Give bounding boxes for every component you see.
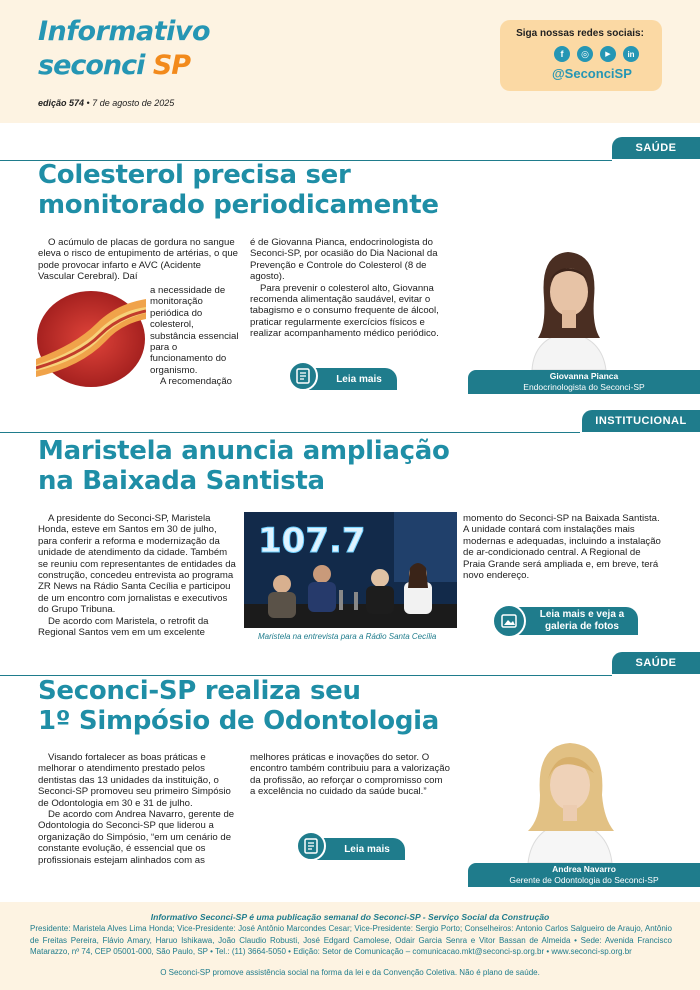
article-2-read-more-button[interactable]	[508, 607, 638, 635]
facebook-icon[interactable]: f	[554, 46, 570, 62]
giovanna-role: Endocrinologista do Seconci-SP	[523, 382, 645, 392]
article-1-col1-wrap-text: a necessidade de monitoração periódica do colesterol, substância essencial para o funcionamento do organismo.	[150, 285, 239, 376]
footer-credits: Presidente: Maristela Alves Lima Honda; Vice-Presidente: José Antônio Marcondes Cesar; Vice-Presidente: Sergio Porto; Conselheiros: Antonio Carlos Salgueiro de Araujo, Antônio de Freitas Pereira, Flávio Amary, Haruo Ishikawa, João Claudio Robusti, José Edgard Camolese, Odair Garcia Senra e Vitor Bassan de Almeida • Sede: Avenida Francisco Matarazzo, nº 74, CEP 05001-000, São Paulo, SP • Tel.: (11) 3664-5050 • Edição: Setor de Comunicação – comunicacao.mkt@seconci-sp.org.br • www.seconci-sp.org.br	[30, 924, 672, 956]
section-tag-saude: SAÚDE	[612, 137, 700, 159]
document-icon[interactable]	[288, 361, 318, 391]
artery-icon	[36, 289, 146, 389]
social-title: Siga nossas redes sociais:	[516, 28, 644, 39]
article-2-col3-p1: momento do Seconci-SP na Baixada Santista. A unidade contará com instalações mais modernas e adequadas, incluindo a instalação de ar-condicionado central. A Regional de Praia Grande será ampliada e, em breve, terá novo endereço.	[463, 513, 661, 582]
photo-caption: Maristela na entrevista para a Rádio Santa Cecília	[258, 632, 437, 641]
edition-number: edição 574	[38, 98, 85, 108]
document-icon-svg	[296, 368, 310, 384]
article-1-col1	[38, 237, 238, 283]
article-3-read-more-button[interactable]: Leia mais	[313, 838, 405, 860]
section-divider	[0, 432, 580, 433]
social-handle[interactable]: @SeconciSP	[552, 66, 632, 81]
article-3-col1-p2: De acordo com Andrea Navarro, gerente de Odontologia do Seconci-SP que liderou a organização do Simpósio, “em um cenário de constante evolução, é essencial que os profissionais estejam alinhados com as	[38, 809, 235, 866]
article-3-col1	[38, 752, 238, 866]
brand-logo-sp: SP	[144, 50, 191, 81]
radio-interview-photo	[244, 512, 457, 628]
article-1-col1-end: A recomendação	[160, 376, 232, 388]
article-1-read-more-button[interactable]: Leia mais	[305, 368, 397, 390]
article-1-col1-p1: O acúmulo de placas de gordura no sangue eleva o risco de entupimento de artérias, o que pode provocar infarto e AVC (Acidente Vascular Cerebral). Daí	[38, 237, 238, 283]
article-3-col1-p1: Visando fortalecer as boas práticas e melhorar o atendimento prestado pelos dentistas das 13 unidades da instituição, o Seconci-SP promoveu seu primeiro Simpósio de Odontologia em 30 e 31 de julho.	[38, 752, 231, 809]
article-2-read-more-line2: galeria de fotos	[545, 621, 619, 632]
document-icon-svg	[304, 838, 318, 854]
linkedin-icon[interactable]: in	[623, 46, 639, 62]
article-3-headline[interactable]	[38, 676, 439, 736]
article-3-headline-line2: 1º Simpósio de Odontologia	[38, 706, 440, 736]
article-1-col2-p1: é de Giovanna Pianca, endocrinologista do Seconci-SP, por ocasião do Dia Nacional da Prevenção e Controle do Colesterol (8 de agosto).	[250, 237, 438, 283]
article-1-headline[interactable]	[38, 160, 439, 220]
instagram-icon[interactable]: ◎	[577, 46, 593, 62]
social-icons	[554, 46, 639, 62]
article-1-headline-line1: Colesterol precisa ser	[38, 160, 351, 190]
article-1-col2	[250, 237, 455, 340]
edition-date: • 7 de agosto de 2025	[84, 98, 175, 108]
article-2-read-more-line1: Leia mais e veja a	[539, 609, 625, 620]
andrea-name: Andrea Navarro	[552, 864, 616, 874]
article-2-col1	[38, 513, 238, 638]
giovanna-caption	[468, 370, 700, 394]
article-3-col2	[250, 752, 450, 798]
gallery-icon[interactable]	[492, 604, 526, 638]
youtube-icon[interactable]: ▶	[600, 46, 616, 62]
footer	[0, 902, 700, 990]
article-1-col2-p2: Para prevenir o colesterol alto, Giovanna recomenda alimentação saudável, evitar o tabagismo e o consumo frequente de álcool, praticar regularmente exercícios físicos e realizar acompanhamento médico periódico.	[250, 282, 439, 340]
section-tag-institucional: INSTITUCIONAL	[582, 410, 700, 432]
article-2-headline-line1: Maristela anuncia ampliação	[38, 436, 450, 466]
andrea-caption	[468, 863, 700, 887]
article-3-headline-line1: Seconci-SP realiza seu	[38, 676, 361, 706]
article-2-headline[interactable]	[38, 436, 450, 496]
artery-illustration	[36, 289, 146, 389]
person-icon	[510, 735, 630, 863]
andrea-photo	[510, 735, 630, 863]
footer-title: Informativo Seconci-SP é uma publicação semanal do Seconci-SP - Serviço Social da Construção	[150, 912, 550, 922]
document-icon[interactable]	[296, 831, 326, 861]
radio-studio-image	[244, 512, 457, 628]
section-tag-saude: SAÚDE	[612, 652, 700, 674]
article-2-col3	[463, 513, 663, 581]
social-box	[500, 20, 662, 91]
neon-sign: 107.7	[258, 521, 366, 561]
edition-info	[38, 98, 174, 108]
article-2-col1-p1: A presidente do Seconci-SP, Maristela Honda, esteve em Santos em 30 de julho, para conferir a reforma e modernização da unidade de atendimento da cidade. Também se reuniu com representantes de entidades da construção, concedeu entrevista ao programa ZR News na Rádio Santa Cecília e participou de um encontro com jornalistas e executivos do Grupo Tribuna.	[38, 513, 236, 616]
giovanna-photo	[510, 240, 628, 370]
article-2-col1-p2: De acordo com Maristela, o retrofit da Regional Santos vem em um excelente	[38, 615, 209, 639]
person-icon	[510, 240, 628, 370]
giovanna-name: Giovanna Pianca	[549, 371, 619, 381]
article-1-col1-wrap	[150, 285, 240, 388]
article-3-col2-p1: melhores práticas e inovações do setor. O encontro também contribuiu para a valorização da profissão, ao reforçar o compromisso com a excelência no cuidado da saúde bucal.”	[250, 752, 450, 798]
brand-logo	[38, 50, 190, 81]
article-2-headline-line2: na Baixada Santista	[38, 466, 325, 496]
gallery-icon-svg	[501, 614, 517, 628]
footer-note: O Seconci-SP promove assistência social na forma da lei e da Convenção Coletiva. Não é plano de saúde.	[160, 968, 540, 977]
article-1-headline-line2: monitorado periodicamente	[38, 190, 439, 220]
masthead	[0, 0, 700, 123]
brand-title: Informativo	[38, 16, 211, 47]
brand-logo-seconci: seconci	[38, 50, 145, 81]
andrea-role: Gerente de Odontologia do Seconci-SP	[509, 875, 659, 885]
